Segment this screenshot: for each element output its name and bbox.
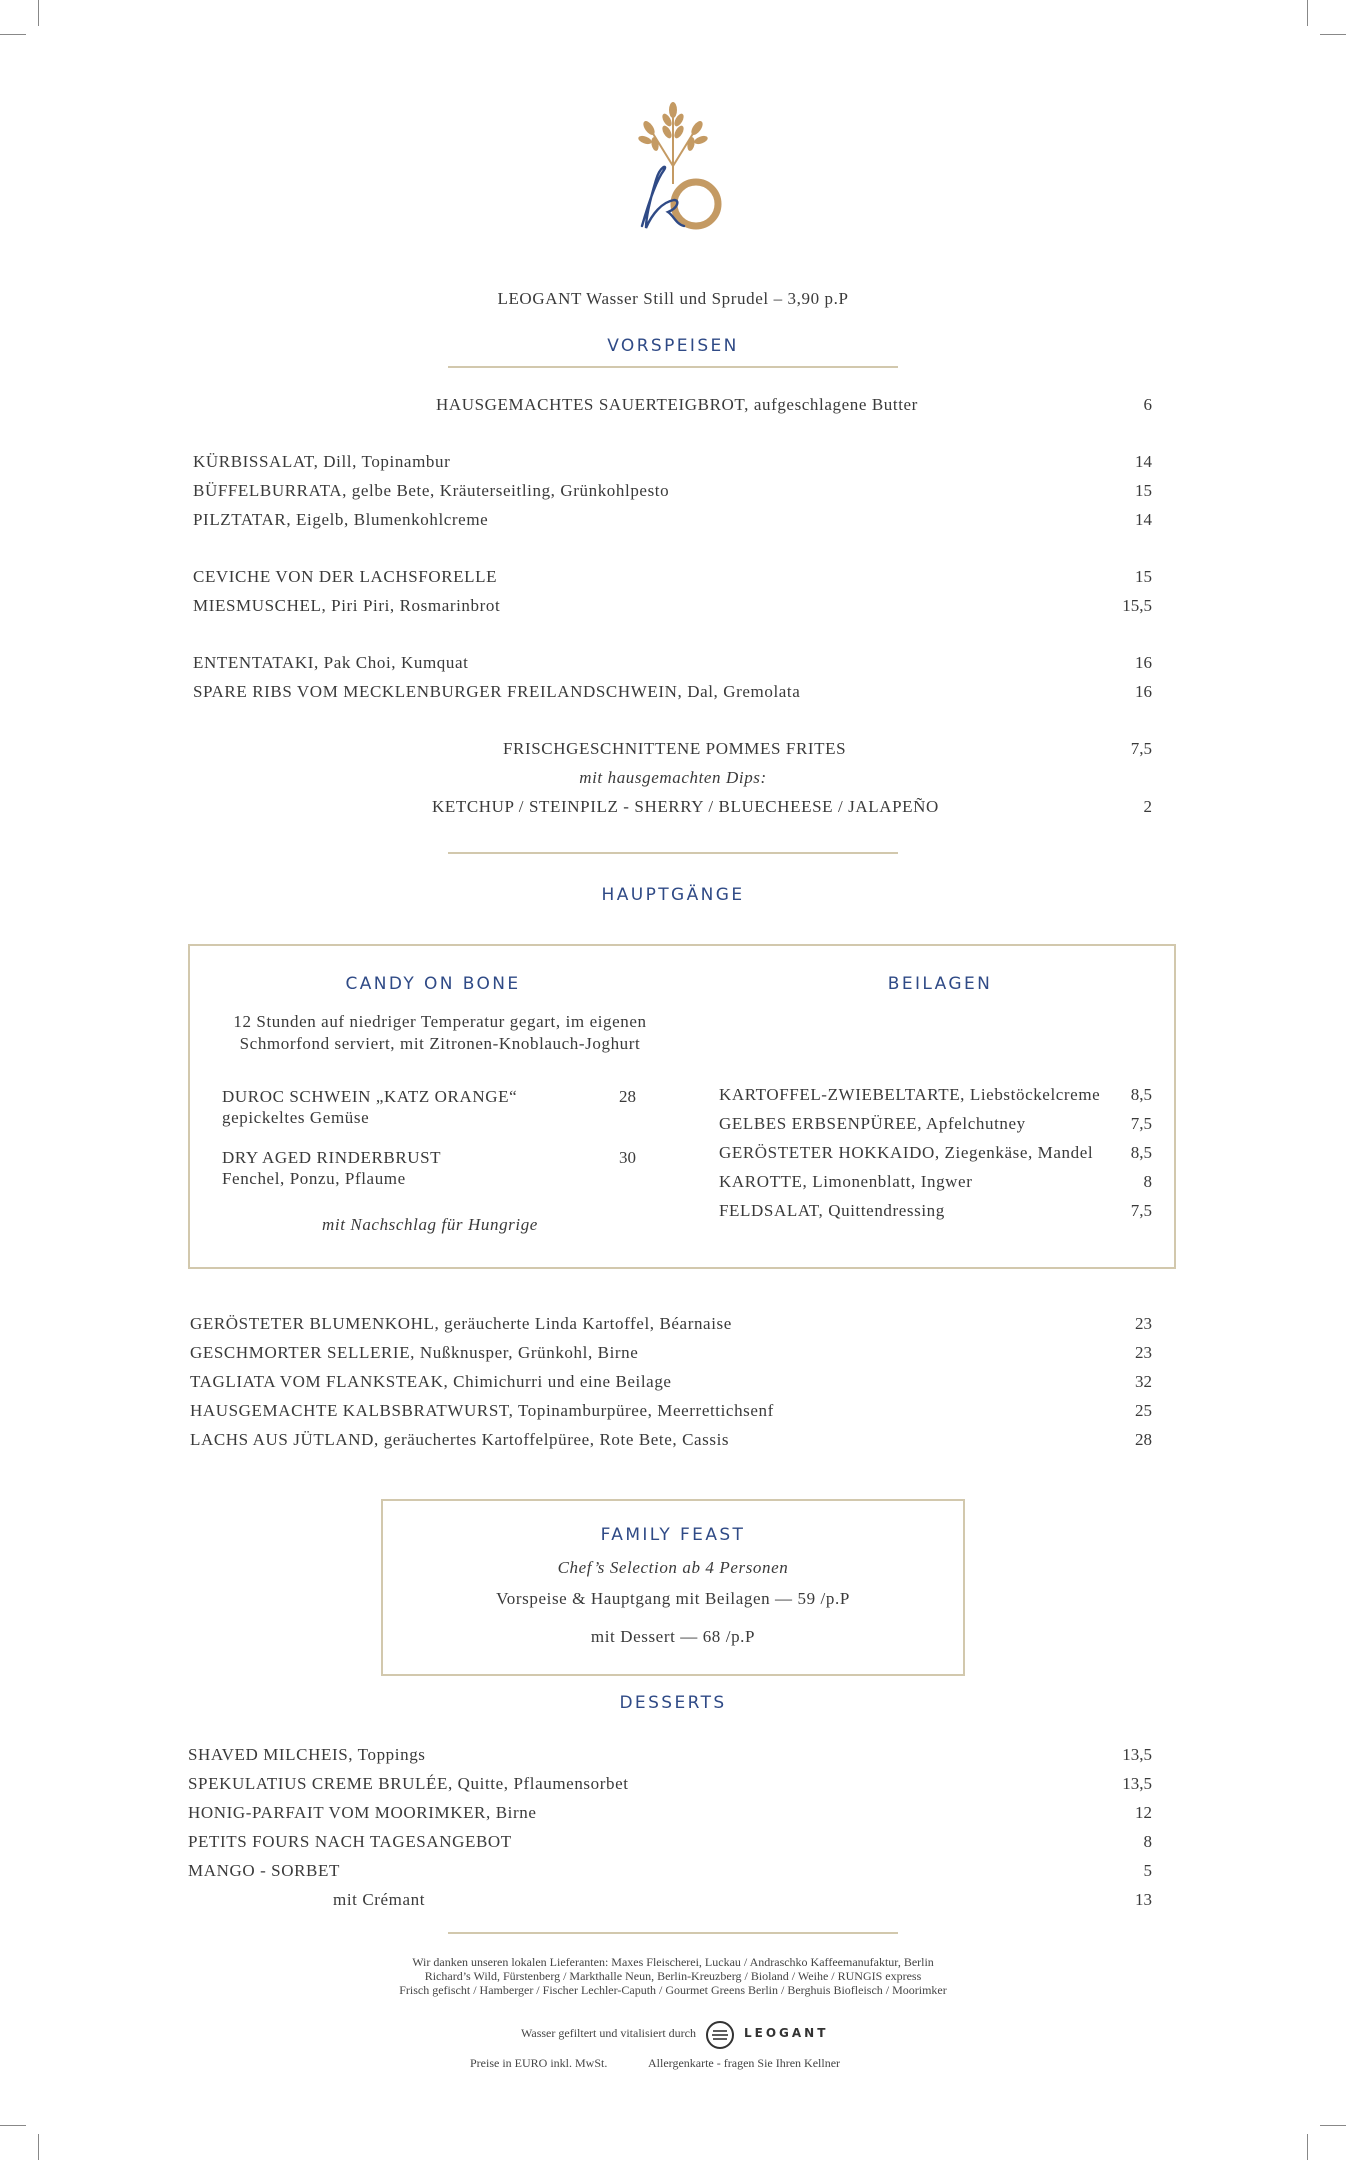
crop-mark-top-left-v: [38, 0, 39, 26]
menu-item-name: GESCHMORTER SELLERIE, Nußknusper, Grünkohl, Birne: [190, 1343, 639, 1362]
menu-item-price: 23: [1135, 1343, 1152, 1362]
menu-item-price: 7,5: [1130, 1201, 1152, 1220]
menu-item-name: KARTOFFEL-ZWIEBELTARTE, Liebstöckelcreme: [719, 1085, 1101, 1104]
water-line: LEOGANT Wasser Still und Sprudel – 3,90 p.P: [497, 289, 849, 308]
menu-item-name: KETCHUP / STEINPILZ - SHERRY / BLUECHEESE / JALAPEÑO: [432, 797, 939, 816]
family-feast-subtitle: Chef’s Selection ab 4 Personen: [557, 1558, 789, 1577]
menu-item-name: BÜFFELBURRATA, gelbe Bete, Kräuterseitling, Grünkohlpesto: [193, 481, 670, 500]
menu-item-price: 32: [1135, 1372, 1152, 1391]
menu-item-price: 2: [1143, 797, 1152, 816]
menu-item-price: 8: [1143, 1172, 1152, 1191]
crop-mark-bottom-right-h: [1320, 2125, 1346, 2126]
menu-item-price: 12: [1135, 1803, 1152, 1822]
crop-mark-top-right-h: [1320, 34, 1346, 35]
menu-item-price: 15: [1135, 567, 1152, 586]
menu-item-sub: gepickeltes Gemüse: [222, 1108, 370, 1127]
menu-item-price: 30: [619, 1148, 636, 1167]
vorspeisen-heading: VORSPEISEN: [607, 336, 739, 356]
menu-item-name: PETITS FOURS NACH TAGESANGEBOT: [188, 1832, 512, 1851]
menu-item-name: GERÖSTETER HOKKAIDO, Ziegenkäse, Mandel: [719, 1143, 1094, 1162]
menu-item-name: SPARE RIBS VOM MECKLENBURGER FREILANDSCHWEIN, Dal, Gremolata: [193, 682, 801, 701]
menu-item-price: 6: [1143, 395, 1152, 414]
crop-mark-bottom-left-h: [0, 2125, 26, 2126]
menu-item-name: CEVICHE VON DER LACHSFORELLE: [193, 567, 498, 586]
leogant-circle-icon: [705, 2020, 735, 2050]
dips-label: mit hausgemachten Dips:: [579, 768, 767, 787]
leogant-logo-text: LEOGANT: [744, 2026, 829, 2040]
prices-note: Preise in EURO inkl. MwSt.: [470, 2056, 608, 2070]
family-feast-line: mit Dessert — 68 /p.P: [590, 1627, 756, 1646]
menu-item-price: 28: [619, 1087, 636, 1106]
section-rule: [448, 852, 898, 854]
menu-item-price: 28: [1135, 1430, 1152, 1449]
desserts-heading: DESSERTS: [619, 1693, 727, 1713]
candy-note: mit Nachschlag für Hungrige: [322, 1215, 538, 1234]
menu-item-price: 25: [1135, 1401, 1152, 1420]
menu-item-name: HONIG-PARFAIT VOM MOORIMKER, Birne: [188, 1803, 537, 1822]
crop-mark-top-left-h: [0, 34, 26, 35]
menu-item-price: 23: [1135, 1314, 1152, 1333]
crop-mark-bottom-left-v: [38, 2134, 39, 2160]
menu-item-name: DRY AGED RINDERBRUST: [222, 1148, 442, 1167]
family-feast-heading: FAMILY FEAST: [600, 1525, 746, 1545]
menu-item-price: 8,5: [1130, 1143, 1152, 1162]
menu-item-name: FRISCHGESCHNITTENE POMMES FRITES: [503, 739, 847, 758]
beilagen-heading: BEILAGEN: [887, 974, 993, 994]
menu-item-name: DUROC SCHWEIN „KATZ ORANGE“: [222, 1087, 518, 1106]
menu-item-name: HAUSGEMACHTES SAUERTEIGBROT, aufgeschlagene Butter: [436, 395, 918, 414]
menu-item-price: 13: [1135, 1890, 1152, 1909]
vorspeisen-rule: [448, 366, 898, 368]
menu-item-price: 16: [1135, 682, 1152, 701]
hauptgaenge-heading: HAUPTGÄNGE: [601, 885, 745, 905]
candy-description: 12 Stunden auf niedriger Temperatur gegart, im eigenen: [233, 1012, 647, 1031]
menu-item-name: SPEKULATIUS CREME BRULÉE, Quitte, Pflaumensorbet: [188, 1774, 629, 1793]
menu-item-name: mit Crémant: [333, 1890, 426, 1909]
menu-item-price: 13,5: [1122, 1774, 1152, 1793]
menu-item-name: KAROTTE, Limonenblatt, Ingwer: [719, 1172, 973, 1191]
menu-item-price: 15,5: [1122, 596, 1152, 615]
family-feast-line: Vorspeise & Hauptgang mit Beilagen — 59 /p.P: [496, 1589, 850, 1608]
candy-on-bone-heading: CANDY ON BONE: [345, 974, 521, 994]
menu-item-price: 7,5: [1130, 739, 1152, 758]
footer-rule: [448, 1932, 898, 1934]
menu-item-name: GELBES ERBSENPÜREE, Apfelchutney: [719, 1114, 1026, 1133]
candy-description: Schmorfond serviert, mit Zitronen-Knoblauch-Joghurt: [239, 1034, 641, 1053]
menu-item-name: TAGLIATA VOM FLANKSTEAK, Chimichurri und eine Beilage: [190, 1372, 672, 1391]
menu-item-price: 8,5: [1130, 1085, 1152, 1104]
menu-item-name: FELDSALAT, Quittendressing: [719, 1201, 945, 1220]
menu-item-price: 13,5: [1122, 1745, 1152, 1764]
menu-item-price: 14: [1135, 452, 1152, 471]
menu-item-price: 8: [1143, 1832, 1152, 1851]
suppliers-line: Wir danken unseren lokalen Lieferanten: Maxes Fleischerei, Luckau / Andraschko Kaffeemanufaktur, Berlin: [412, 1955, 934, 1969]
menu-item-price: 16: [1135, 653, 1152, 672]
allergen-note: Allergenkarte - fragen Sie Ihren Kellner: [648, 2056, 841, 2070]
water-note: Wasser gefiltert und vitalisiert durch: [521, 2026, 696, 2040]
menu-item-price: 15: [1135, 481, 1152, 500]
menu-item-name: GERÖSTETER BLUMENKOHL, geräucherte Linda Kartoffel, Béarnaise: [190, 1314, 732, 1333]
crop-mark-bottom-right-v: [1307, 2134, 1308, 2160]
menu-item-name: ENTENTATAKI, Pak Choi, Kumquat: [193, 653, 469, 672]
suppliers-line: Frisch gefischt / Hamberger / Fischer Lechler-Caputh / Gourmet Greens Berlin / Berghuis Biofleisch / Moorimker: [399, 1983, 947, 1997]
menu-item-name: HAUSGEMACHTE KALBSBRATWURST, Topinamburpüree, Meerrettichsenf: [190, 1401, 774, 1420]
menu-item-name: SHAVED MILCHEIS, Toppings: [188, 1745, 426, 1764]
menu-item-price: 7,5: [1130, 1114, 1152, 1133]
menu-item-name: LACHS AUS JÜTLAND, geräuchertes Kartoffelpüree, Rote Bete, Cassis: [190, 1430, 730, 1449]
menu-item-name: KÜRBISSALAT, Dill, Topinambur: [193, 452, 451, 471]
menu-item-price: 14: [1135, 510, 1152, 529]
crop-mark-top-right-v: [1307, 0, 1308, 26]
menu-item-name: PILZTATAR, Eigelb, Blumenkohlcreme: [193, 510, 489, 529]
menu-item-sub: Fenchel, Ponzu, Pflaume: [222, 1169, 406, 1188]
menu-item-name: MANGO - SORBET: [188, 1861, 340, 1880]
suppliers-line: Richard’s Wild, Fürstenberg / Markthalle Neun, Berlin-Kreuzberg / Bioland / Weihe / RUNGIS express: [424, 1969, 922, 1983]
menu-item-price: 5: [1143, 1861, 1152, 1880]
menu-item-name: MIESMUSCHEL, Piri Piri, Rosmarinbrot: [193, 596, 501, 615]
wheat-ko-logo-icon: [598, 88, 748, 238]
